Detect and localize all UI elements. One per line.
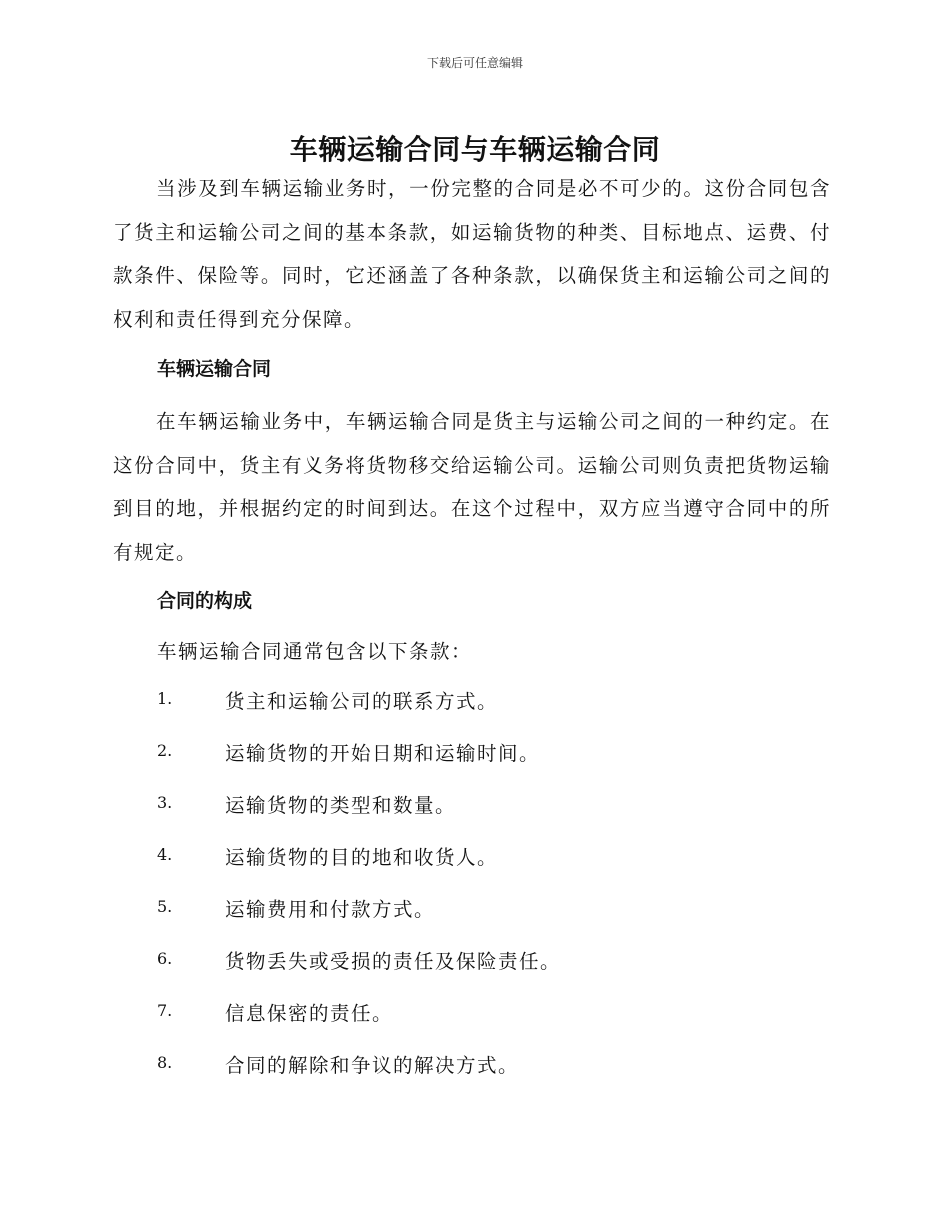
list-item-text: 运输货物的开始日期和运输时间。 — [225, 742, 541, 765]
list-item-number: 1. — [157, 689, 173, 708]
list-item-text: 运输费用和付款方式。 — [225, 898, 436, 921]
list-item-number: 6. — [157, 949, 173, 968]
list-item-text: 运输货物的类型和数量。 — [225, 794, 457, 817]
document-title: 车辆运输合同与车辆运输合同 — [289, 133, 661, 166]
list-item-number: 7. — [157, 1001, 173, 1020]
clause-list — [157, 686, 561, 1102]
list-item-text: 运输货物的目的地和收货人。 — [225, 846, 499, 869]
list-item — [157, 738, 561, 790]
list-item-number: 2. — [157, 741, 173, 760]
list-item — [157, 946, 561, 998]
clause-list-intro: 车辆运输合同通常包含以下条款： — [157, 640, 473, 663]
list-item-text: 货主和运输公司的联系方式。 — [225, 690, 499, 713]
section-paragraph-vehicle-contract: 在车辆运输业务中，车辆运输合同是货主与运输公司之间的一种约定。在这份合同中，货主有义务将货物移交给运输公司。运输公司则负责把货物运输到目的地，并根据约定的时间到达。在这个过程中，双方应当遵守合同中的所有规定。 — [113, 410, 831, 564]
list-item — [157, 894, 561, 946]
intro-paragraph: 当涉及到车辆运输业务时，一份完整的合同是必不可少的。这份合同包含了货主和运输公司之间的基本条款，如运输货物的种类、目标地点、运费、付款条件、保险等。同时，它还涵盖了各种条款，以确保货主和运输公司之间的权利和责任得到充分保障。 — [113, 177, 831, 331]
list-item-number: 4. — [157, 845, 173, 864]
list-item-text: 合同的解除和争议的解决方式。 — [225, 1054, 520, 1077]
list-item — [157, 1050, 561, 1102]
list-item — [157, 842, 561, 894]
list-item-text: 信息保密的责任。 — [225, 1002, 394, 1025]
list-item — [157, 790, 561, 842]
list-item — [157, 686, 561, 738]
header-note: 下载后可任意编辑 — [426, 56, 523, 70]
section-heading-contract-composition: 合同的构成 — [157, 590, 253, 612]
list-item — [157, 998, 561, 1050]
list-item-text: 货物丢失或受损的责任及保险责任。 — [225, 950, 562, 973]
list-item-number: 8. — [157, 1053, 173, 1072]
list-item-number: 5. — [157, 897, 173, 916]
section-heading-vehicle-contract: 车辆运输合同 — [157, 358, 272, 380]
list-item-number: 3. — [157, 793, 173, 812]
